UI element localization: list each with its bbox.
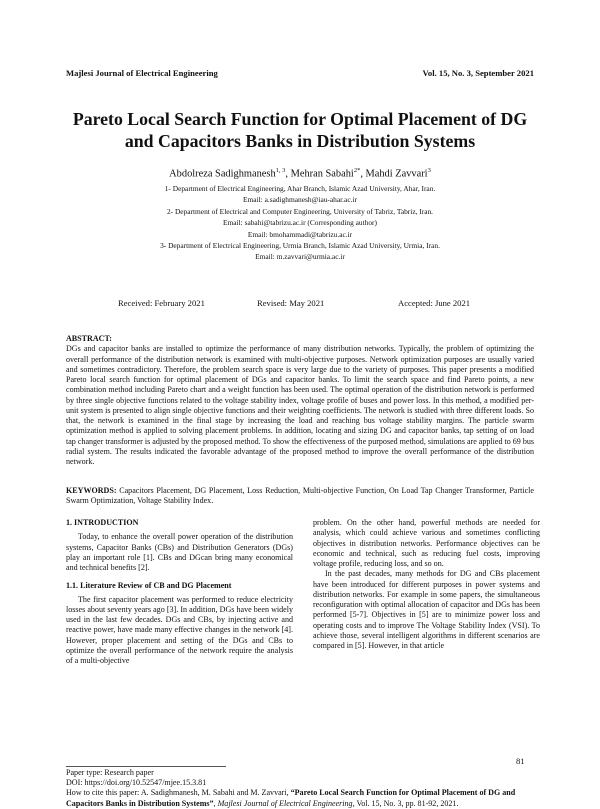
title-line-1: Pareto Local Search Function for Optimal Placement of DG	[72, 109, 528, 129]
paragraph: The first capacitor placement was performed to reduce electricity losses about seventy years ago [3]. In addition, DGs have been widely used in the last few decades. DGs and CBs, by injecting active and reactive power, have made many effective changes in the network [4]. However, proper placement and setting of the DGs and CBs to optimize the overall performance of the network require the analysis of a multi-objective	[66, 594, 293, 665]
author-3: Mahdi Zavvari	[365, 168, 428, 180]
paper-title	[60, 108, 540, 152]
affiliation-line: 2- Department of Electrical and Computer Engineering, University of Tabriz, Tabriz, Iran.	[166, 206, 434, 216]
accepted-date: Accepted: June 2021	[398, 298, 471, 308]
email-line: Email: bmohammadi@tabrizu.ac.ir	[247, 229, 353, 239]
right-column	[313, 518, 540, 651]
abstract	[66, 334, 534, 467]
citation-suffix: , Vol. 15, No. 3, pp. 81-92, 2021.	[352, 798, 459, 808]
affiliation-line: 3- Department of Electrical Engineering, Urmia Branch, Islamic Azad University, Urmia, Iran.	[160, 241, 440, 251]
citation-title: “Pareto Local Search Function for Optimal Placement of DG and Capacitors Banks in Distribution Systems”	[66, 788, 516, 808]
author-separator: ,	[360, 168, 366, 180]
email-line: Email: a.sadighmanesh@iau-ahar.ac.ir	[243, 195, 357, 205]
received-date: Received: February 2021	[118, 298, 205, 308]
page-number: 81	[516, 756, 525, 766]
author-1-affil: 1, 3	[275, 167, 286, 174]
author-2-affil: 2*	[353, 167, 361, 174]
revised-date: Revised: May 2021	[257, 298, 325, 308]
affiliations	[60, 183, 540, 263]
keywords-label: KEYWORDS:	[66, 486, 117, 495]
keywords-text: Capacitors Placement, DG Placement, Loss Reduction, Multi-objective Function, On Load Tap Changer Transformer, Particle Swarm Optimization, Voltage Stability Index.	[66, 486, 534, 506]
citation-prefix: How to cite this paper: A. Sadighmanesh, M. Sabahi and M. Zavvari,	[66, 788, 291, 798]
citation	[66, 788, 534, 808]
left-column	[66, 518, 293, 666]
keywords	[66, 486, 534, 507]
abstract-body: DGs and capacitor banks are installed to optimize the performance of many distribution networks. Typically, the problem of optimizing the overall performance of the distribution network is examined with multi-objective purposes. Network optimization purposes are usually varied and sometimes contradictory. Therefore, the problem search space is very large due to the variety of purposes. This paper presents a modified Pareto local search function for optimal placement of DGs and capacitor banks. To limit the search space and find Pareto points, a new combination method including Pareto chart and a weight function has been used. The optimal operation of the distribution network is performed by three single objective functions related to the voltage stability index, voltage profile of buses and power loss. In this method, a modified per-unit system is presented to align single objective functions and their weighting coefficients. The network is studied with three different loads. So that, the network is examined in the final stage by increasing the load and reaching bus voltage stability margins. The particle swarm optimization method is applied to solving placement problems. In addition, locating and sizing DG and capacitor banks, tap setting of on load tap changer transformer is adjusted by the proposed method. To show the effectiveness of the purposed method, simulations are applied to 69 bus radial system. The results indicated the favorable advantage of the proposed method to improve the overall performance of the distribution network.	[66, 344, 534, 466]
abstract-heading: ABSTRACT:	[66, 334, 112, 343]
submission-dates	[66, 298, 534, 310]
subsection-heading: 1.1. Literature Review of CB and DG Placement	[66, 581, 232, 591]
citation-journal: Majlesi Journal of Electrical Engineering	[217, 798, 353, 808]
email-line: Email: sabahi@tabrizu.ac.ir (Corresponding author)	[223, 218, 377, 228]
section-heading: 1. INTRODUCTION	[66, 518, 139, 527]
journal-name: Majlesi Journal of Electrical Engineering	[66, 68, 218, 78]
paragraph: problem. On the other hand, powerful methods are needed for analysis, which could achieve various and sometimes conflicting objectives in distribution networks. Performance objectives can be economic and technical, such as reducing fuel costs, improving voltage profile, reducing loss, and so on.	[313, 518, 540, 568]
citation-separator: ,	[213, 798, 218, 808]
author-3-affil: 3	[427, 167, 431, 174]
paragraph: Today, to enhance the overall power operation of the distribution systems, Capacitor Banks (CBs) and Distribution Generators (DGs) play an important role [1]. CBs and DGcan bring many economical and technical benefits [2].	[66, 532, 293, 572]
author-2: Mehran Sabahi	[290, 168, 354, 180]
author-separator: ,	[285, 168, 291, 180]
title-line-2: and Capacitors Banks in Distribution Systems	[124, 131, 476, 151]
issue-info: Vol. 15, No. 3, September 2021	[422, 68, 534, 78]
author-1: Abdolreza Sadighmanesh	[169, 168, 276, 180]
doi-link[interactable]: DOI: https://doi.org/10.52547/mjee.15.3.81	[66, 778, 207, 788]
running-header	[66, 68, 534, 82]
footer-rule	[66, 766, 226, 767]
paper-type: Paper type: Research paper	[66, 768, 154, 777]
paragraph: In the past decades, many methods for DG and CBs placement have been introduced for different purposes in power systems and distribution networks. For example in some papers, the simultaneous reconfiguration with optimal allocation of capacitor and DGs has been performed [5-7]. Objectives in [5] are to minimize power loss and operating costs and to improve The Voltage Stability Index (VSI). To achieve those, several intelligent algorithms in different scenarios are compared in [5]. However, in that article	[313, 569, 540, 650]
affiliation-line: 1- Department of Electrical Engineering, Ahar Branch, Islamic Azad University, Ahar, Iran.	[164, 184, 436, 193]
author-list	[60, 164, 540, 180]
email-line: Email: m.zavvari@urmia.ac.ir	[255, 252, 345, 262]
footer	[66, 768, 534, 809]
